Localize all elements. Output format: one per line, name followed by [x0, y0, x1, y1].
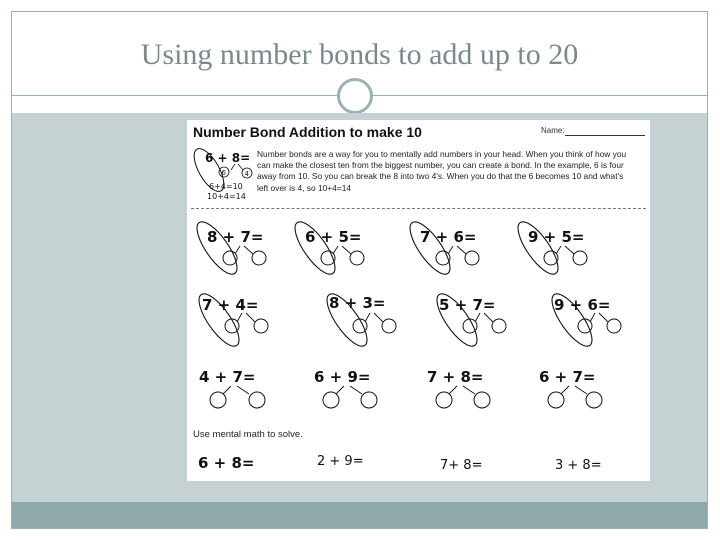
example-step-1: 6+4=10	[209, 182, 243, 191]
bond-problem	[288, 216, 364, 279]
bond-branch-right	[575, 386, 587, 394]
bond-circle-left	[463, 319, 477, 333]
bond-branch-left	[223, 386, 231, 394]
bond-oval	[288, 216, 342, 279]
bond-problem	[192, 288, 268, 351]
bond-problem	[190, 216, 266, 279]
bond-problem	[314, 368, 377, 408]
bond-equation: 9 + 6=	[554, 296, 611, 314]
bond-oval	[403, 216, 457, 279]
bond-equation: 5 + 7=	[439, 296, 496, 314]
bond-equation: 8 + 7=	[207, 228, 264, 246]
example-bond	[188, 144, 252, 201]
bond-circle-left	[353, 319, 367, 333]
bond-branch-right	[350, 386, 362, 394]
bond-branch-left	[561, 386, 569, 394]
bond-circle-right	[492, 319, 506, 333]
bond-branch-left	[556, 246, 561, 254]
bond-circle-right	[350, 251, 364, 265]
bond-equation: 6 + 7=	[539, 368, 596, 386]
mental-math-problem: 6 + 8=	[198, 454, 255, 472]
name-label: Name:	[541, 126, 565, 135]
bond-problem	[539, 368, 602, 408]
bond-branch-left	[590, 313, 595, 322]
bond-branch-left	[448, 246, 453, 254]
bond-circle-left	[578, 319, 592, 333]
example-equation: 6 + 8=	[205, 151, 251, 165]
bond-row-2	[192, 288, 621, 351]
bond-circle-left	[210, 392, 226, 408]
bond-circle-right	[586, 392, 602, 408]
bond-branch-left	[449, 386, 457, 394]
bond-branch-left	[333, 246, 338, 254]
bond-circle-right	[361, 392, 377, 408]
bond-circle-left	[323, 392, 339, 408]
worksheet-drawing	[187, 120, 650, 481]
bond-row-1	[190, 216, 587, 279]
bond-problem	[403, 216, 479, 279]
bond-equation: 7 + 4=	[202, 296, 259, 314]
bond-equation: 8 + 3=	[329, 294, 386, 312]
bond-equation: 6 + 5=	[305, 228, 362, 246]
bond-branch-left	[336, 386, 344, 394]
bond-equation: 9 + 5=	[528, 228, 585, 246]
mental-math-problem: 7+ 8=	[440, 458, 483, 473]
bond-circle-left	[436, 392, 452, 408]
bond-row-3	[199, 368, 602, 408]
bond-circle-right	[249, 392, 265, 408]
bond-branch-right	[246, 313, 255, 322]
bond-branch-right	[463, 386, 475, 394]
worksheet-intro: Number bonds are a way for you to mentally add numbers in your head. When you think of how you can make the closest ten from the biggest number, you can create a bond. In the example, 6 is four away from 10. So you can break the 8 into two 4's. When you do that the 6 becomes 10 and what's left over is 4, so 10+4=14	[257, 149, 627, 193]
bond-circle-right	[252, 251, 266, 265]
bond-branch-right	[374, 313, 383, 322]
bond-equation: 6 + 9=	[314, 368, 371, 386]
bond-circle-right	[254, 319, 268, 333]
bond-circle-right	[573, 251, 587, 265]
bond-problem	[545, 288, 621, 351]
bond-equation: 7 + 6=	[420, 228, 477, 246]
divider-ring-ornament	[337, 78, 373, 114]
bond-branch-left	[365, 313, 370, 322]
footer-bar	[12, 502, 707, 528]
bond-branch-right	[484, 313, 493, 322]
bond-problem	[511, 216, 587, 279]
bond-circle-left	[548, 392, 564, 408]
worksheet-title: Number Bond Addition to make 10	[193, 124, 422, 140]
bond-problem	[320, 288, 396, 351]
bond-problem	[199, 368, 265, 408]
bond-branch-left	[235, 246, 240, 254]
bond-equation: 7 + 8=	[427, 368, 484, 386]
bond-branch-left	[237, 313, 242, 322]
bond-branch-right	[599, 313, 608, 322]
bond-circle-right	[465, 251, 479, 265]
example-circle-left-value: 6	[221, 169, 226, 177]
bond-oval	[511, 216, 565, 279]
bond-problem	[427, 368, 490, 408]
bond-branch-right	[565, 246, 574, 254]
slide-title: Using number bonds to add up to 20	[140, 38, 579, 71]
bond-circle-right	[474, 392, 490, 408]
bond-branch-right	[244, 246, 253, 254]
example-step-2: 10+4=14	[207, 192, 246, 201]
bond-branch-right	[342, 246, 351, 254]
bond-oval	[190, 216, 244, 279]
bond-circle-right	[382, 319, 396, 333]
worksheet-image	[187, 120, 650, 481]
example-circle-right-value: 4	[244, 170, 249, 178]
bond-problem	[430, 288, 506, 351]
bond-circle-left	[225, 319, 239, 333]
bond-circle-right	[607, 319, 621, 333]
bond-equation: 4 + 7=	[199, 368, 256, 386]
mental-math-problem: 2 + 9=	[317, 454, 364, 469]
mental-math-problem: 3 + 8=	[555, 458, 602, 473]
bond-branch-right	[237, 386, 249, 394]
bond-branch-left	[475, 313, 480, 322]
bond-branch-right	[457, 246, 466, 254]
mental-math-row	[198, 454, 602, 473]
mental-math-instruction: Use mental math to solve.	[193, 429, 303, 440]
